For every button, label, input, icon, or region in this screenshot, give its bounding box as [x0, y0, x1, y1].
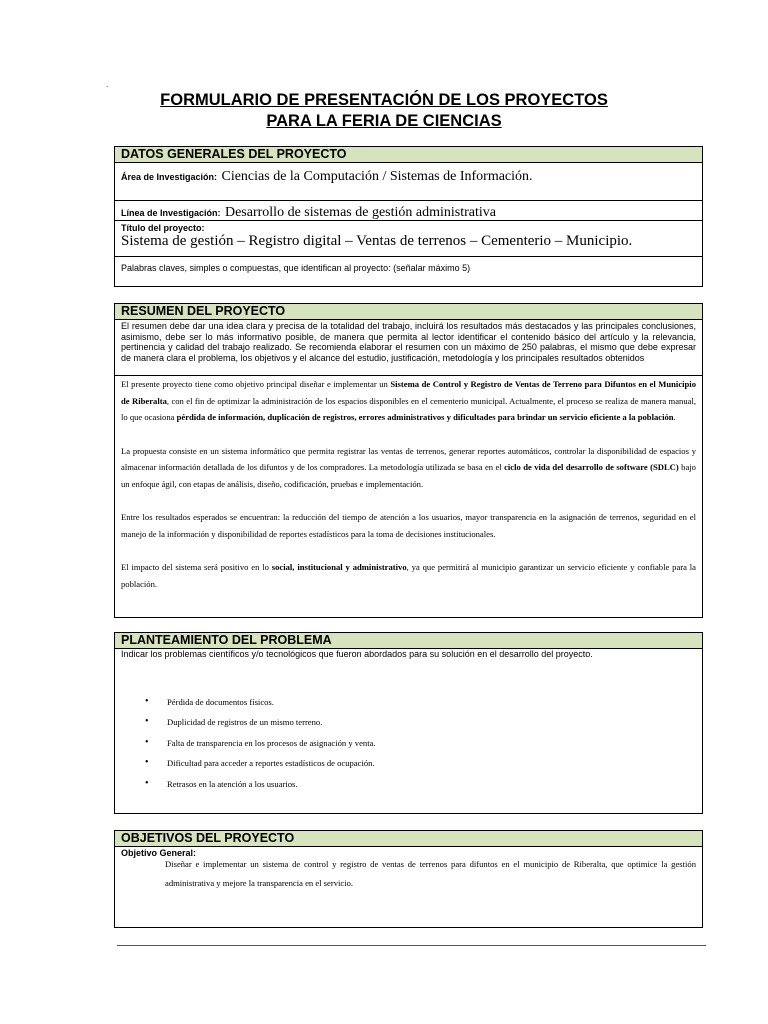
problem-instructions: Indicar los problemas científicos y/o tecnológicos que fueron abordados para su solución en el desarrollo del proyecto.: [121, 649, 593, 659]
list-item: • Pérdida de documentos físicos.: [167, 692, 702, 712]
general-objective-block: [115, 847, 702, 893]
list-item: • Retrasos en la atención a los usuarios.: [167, 774, 702, 794]
problem-header: PLANTEAMIENTO DEL PROBLEMA: [115, 633, 702, 649]
research-line-row: [115, 201, 702, 221]
list-item: • Duplicidad de registros de un mismo terreno.: [167, 712, 702, 732]
general-objective-text: Diseñar e implementar un sistema de control y registro de ventas de terrenos para difuntos en el municipio de Riberalta, que optimice la gestión administrativa y mejore la transparencia en el servicio.: [165, 859, 696, 888]
problem-section: [114, 632, 703, 814]
summary-instructions: El resumen debe dar una idea clara y precisa de la totalidad del trabajo, incluirá los resultados más destacados y las principales conclusiones, asimismo, debe ser lo más informativo posible, de manera que permita al lector identificar el contenido básico del artículo y la relevancia, pertinencia y calidad del trabajo realizado. Se recomienda elaborar el resumen con un máximo de 250 palabras, el mismo que debe expresar de manera clara el problema, los objetivos y el alcance del estudio, justificación, metodología y los principales resultados obtenidos: [121, 321, 696, 363]
problem-list: [115, 692, 702, 794]
footer-divider: [117, 945, 706, 946]
research-area-value: Ciencias de la Computación / Sistemas de Información.: [221, 169, 533, 184]
research-line-value: Desarrollo de sistemas de gestión administrativa: [224, 205, 496, 220]
project-title-row: [115, 221, 702, 257]
summary-paragraph-2: La propuesta consiste en un sistema informático que permita registrar las ventas de terrenos, generar reportes automáticos, controlar la disponibilidad de espacios y almacenar información detallada de los difuntos y de los compradores. La metodología utilizada se basa en el ciclo de vida del desarrollo de software (SDLC) bajo un enfoque ágil, con etapas de análisis, diseño, codificación, pruebas e implementación.: [121, 445, 696, 489]
problem-instructions-row: [115, 649, 702, 663]
keywords-label: Palabras claves, simples o compuestas, que identifican al proyecto: (señalar máximo 5): [121, 263, 471, 273]
research-line-label: Línea de Investigación:: [121, 208, 221, 218]
objectives-section: [114, 830, 703, 928]
project-title-value: Sistema de gestión – Registro digital – Ventas de terrenos – Cementerio – Municipio.: [121, 233, 633, 249]
summary-section: [114, 303, 703, 618]
summary-paragraph-1: El presente proyecto tiene como objetivo principal diseñar e implementar un Sistema de Control y Registro de Ventas de Terreno para Difuntos en el Municipio de Riberalta, con el fin de optimizar la administración de los espacios disponibles en el cementerio municipal. Actualmente, el proceso se realiza de manera manual, lo que ocasiona pérdida de información, duplicación de registros, errores administrativos y dificultades para brindar un servicio eficiente a la población.: [121, 379, 697, 422]
summary-paragraph-3: Entre los resultados esperados se encuentran: la reducción del tiempo de atención a los usuarios, mayor transparencia en la asignación de terrenos, seguridad en el manejo de la información y disponibilidad de reportes estadísticos para la toma de decisiones institucionales.: [121, 512, 696, 539]
form-title-line-2: PARA LA FERIA DE CIENCIAS: [266, 112, 502, 130]
list-item: • Dificultad para acceder a reportes estadísticos de ocupación.: [167, 753, 702, 773]
objectives-header: OBJETIVOS DEL PROYECTO: [115, 831, 702, 847]
summary-body: [115, 376, 702, 592]
general-objective-label: Objetivo General:: [121, 848, 197, 858]
research-area-label: Área de Investigación:: [121, 172, 218, 182]
list-item: • Falta de transparencia en los procesos de asignación y venta.: [167, 733, 702, 753]
general-data-header: DATOS GENERALES DEL PROYECTO: [115, 147, 702, 163]
summary-instructions-row: [115, 320, 702, 376]
form-title-line-1: FORMULARIO DE PRESENTACIÓN DE LOS PROYECTOS: [160, 91, 608, 109]
general-data-section: [114, 146, 703, 287]
research-area-row: [115, 163, 702, 201]
project-title-label: Título del proyecto:: [121, 223, 205, 233]
summary-paragraph-4: El impacto del sistema será positivo en lo social, institucional y administrativo, ya que permitirá al municipio garantizar un servicio eficiente y confiable para la población.: [121, 562, 697, 589]
summary-header: RESUMEN DEL PROYECTO: [115, 304, 702, 320]
problem-list-wrap: [115, 663, 702, 794]
keywords-row: [115, 257, 702, 287]
stray-mark: .: [106, 80, 109, 89]
